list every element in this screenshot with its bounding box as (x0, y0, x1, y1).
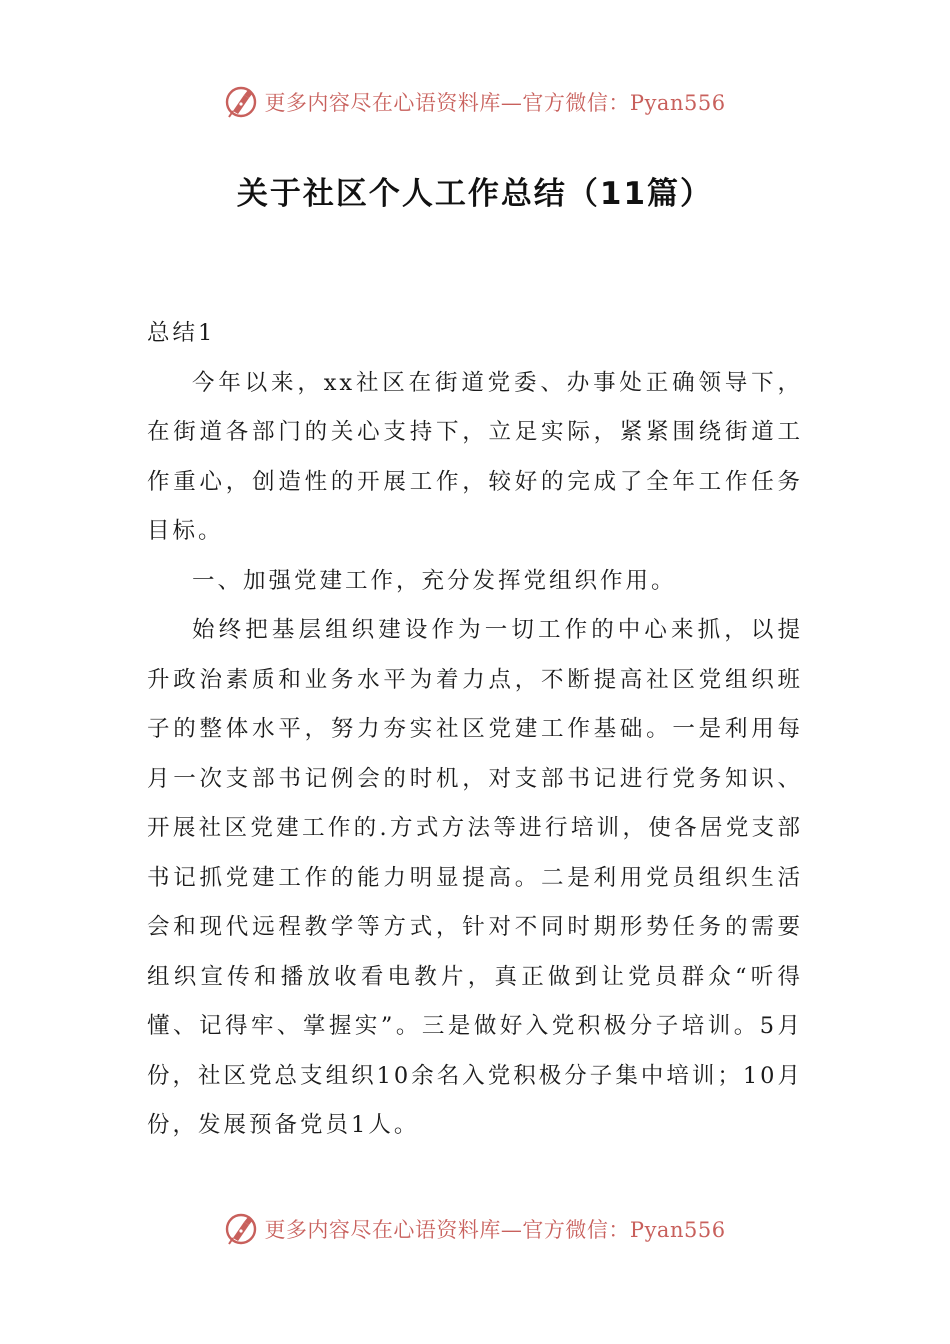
header-banner-text: 更多内容尽在心语资料库—官方微信：Pyan556 (264, 91, 726, 115)
section-label: 总结1 (147, 320, 216, 346)
document-body (147, 309, 803, 1151)
body-paragraph: 始终把基层组织建设作为一切工作的中心来抓，以提升政治素质和业务水平为着力点，不断提高社区党组织班子的整体水平，努力夯实社区党建工作基础。一是利用每月一次支部书记例会的时机，对支部书记进行党务知识、开展社区党建工作的.方式方法等进行培训，使各居党支部书记抓党建工作的能力明显提高。二是利用党员组织生活会和现代远程教学等方式，针对不同时期形势任务的需要组织宣传和播放收看电教片，真正做到让党员群众“听得懂、记得牢、掌握实”。三是做好入党积极分子培训。5月份，社区党总支组织10余名入党积极分子集中培训；10月份，发展预备党员1人。 (147, 617, 803, 1138)
pen-nib-in-circle-icon (224, 84, 260, 120)
footer-banner (0, 1207, 950, 1251)
pen-nib-in-circle-icon (224, 1211, 260, 1247)
footer-banner-text: 更多内容尽在心语资料库—官方微信：Pyan556 (264, 1218, 726, 1242)
body-paragraph: 今年以来，xx社区在街道党委、办事处正确领导下，在街道各部门的关心支持下，立足实际，紧紧围绕街道工作重心，创造性的开展工作，较好的完成了全年工作任务目标。 (147, 369, 803, 544)
document-title: 关于社区个人工作总结（11篇） (236, 176, 714, 212)
header-banner (0, 80, 950, 124)
section-heading: 一、加强党建工作，充分发挥党组织作用。 (192, 567, 677, 594)
